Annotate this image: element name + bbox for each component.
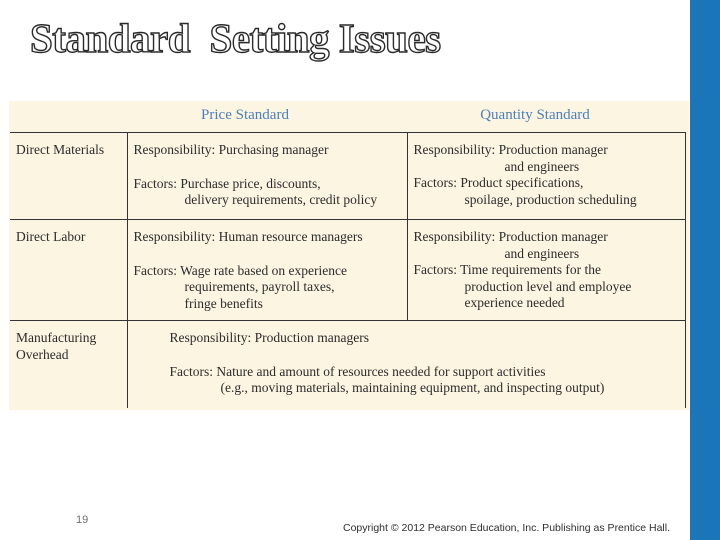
cell-direct-materials-quantity xyxy=(407,133,685,220)
table-row-direct-labor xyxy=(10,220,685,321)
page-number: 19 xyxy=(76,514,89,526)
row-label-manufacturing-overhead: Manufacturing Overhead xyxy=(10,321,127,408)
standards-table xyxy=(10,132,686,408)
responsibility-text: Responsibility: Production manager xyxy=(413,142,608,157)
factors-text: Factors: Nature and amount of resources needed for support activities xyxy=(169,363,546,379)
factors-text-continued: production level and employee xyxy=(464,278,632,294)
factors-text-continued: spoilage, production scheduling xyxy=(464,191,637,207)
table-row-direct-materials xyxy=(10,133,685,220)
side-accent-bar xyxy=(690,0,720,540)
cell-manufacturing-overhead xyxy=(127,321,685,408)
responsibility-text: Responsibility: Purchasing manager xyxy=(133,142,329,157)
factors-text-continued: (e.g., moving materials, maintaining equipment, and inspecting output) xyxy=(220,380,605,395)
factors-text: Factors: Time requirements for the xyxy=(413,262,601,277)
factors-text-continued: fringe benefits xyxy=(184,295,263,311)
quantity-standard-header: Quantity Standard xyxy=(480,107,590,123)
table-row-manufacturing-overhead xyxy=(10,321,685,408)
cell-direct-labor-quantity xyxy=(407,220,685,321)
responsibility-text: Responsibility: Production manager xyxy=(413,229,608,244)
row-label-direct-labor: Direct Labor xyxy=(10,220,127,321)
cell-direct-materials-price xyxy=(127,133,407,220)
row-label-direct-materials: Direct Materials xyxy=(10,133,127,220)
responsibility-text-continued: and engineers xyxy=(504,245,580,261)
factors-text: Factors: Product specifications, xyxy=(413,175,584,190)
cell-direct-labor-price xyxy=(127,220,407,321)
responsibility-text: Responsibility: Production managers xyxy=(169,330,369,345)
copyright-notice: Copyright © 2012 Pearson Education, Inc. Publishing as Prentice Hall. xyxy=(343,522,671,534)
price-standard-header: Price Standard xyxy=(201,107,289,123)
factors-text-continued: requirements, payroll taxes, xyxy=(184,279,335,294)
slide-title: Standard Setting Issues xyxy=(30,15,441,61)
responsibility-text: Responsibility: Human resource managers xyxy=(133,229,363,244)
factors-text-continued: delivery requirements, credit policy xyxy=(184,192,378,207)
factors-text: Factors: Purchase price, discounts, xyxy=(133,175,321,191)
factors-text: Factors: Wage rate based on experience xyxy=(133,262,347,278)
responsibility-text-continued: and engineers xyxy=(504,158,580,174)
factors-text-continued: experience needed xyxy=(464,295,565,310)
